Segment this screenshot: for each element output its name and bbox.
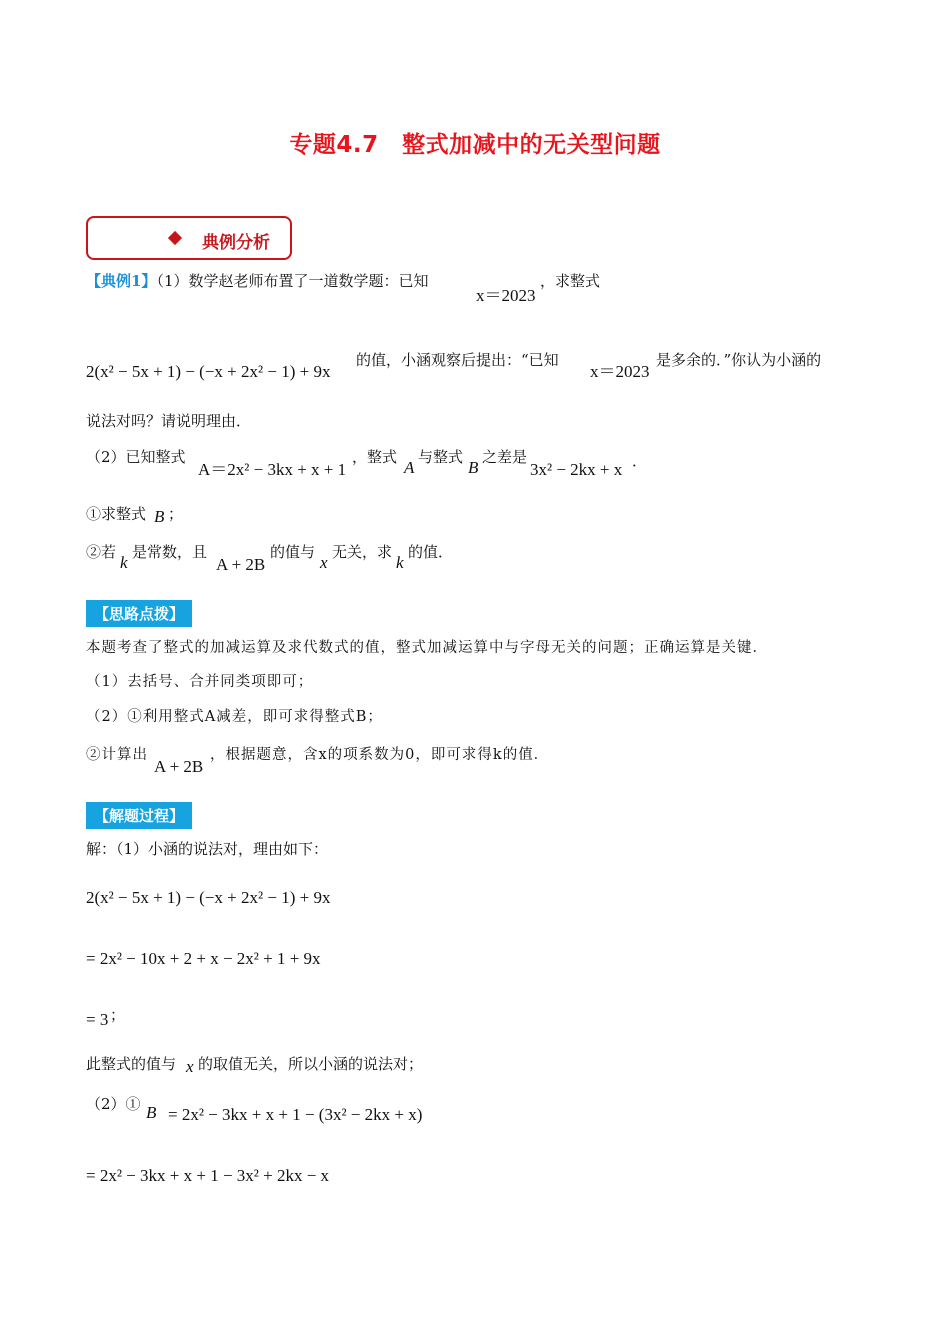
conclusion-var-x: x — [186, 1057, 194, 1076]
q2-end: ． — [632, 452, 648, 470]
expr-A2B: A + 2B — [216, 555, 266, 574]
example-tag: 【典例1】 — [86, 272, 157, 290]
hint-line1: 本题考查了整式的加减运算及求代数式的值，整式加减运算中与字母无关的问题；正确运算是关键． — [86, 640, 768, 656]
q2-mid1: ，整式 — [352, 448, 398, 466]
var-B: B — [468, 458, 479, 477]
q2-mid2: 与整式 — [418, 448, 464, 466]
solution-step1: 2(x² − 5x + 1) − (−x + 2x² − 1) + 9x — [86, 888, 331, 907]
sub2-a: ②若 — [86, 543, 117, 561]
p2-expr: = 2x² − 3kx + x + 1 − (3x² − 2kx + x) — [168, 1105, 423, 1124]
solution-line1: 解：（1）小涵的说法对，理由如下： — [86, 840, 329, 858]
expr-main: 2(x² − 5x + 1) − (−x + 2x² − 1) + 9x — [86, 362, 331, 381]
q2-intro: （2）已知整式 — [86, 448, 186, 466]
expr-diff: 3x² − 2kx + x — [530, 460, 623, 479]
solution-step3: = 3 — [86, 1010, 109, 1029]
hint-expr-A2B: A + 2B — [154, 757, 204, 776]
x-value: x＝2023 — [476, 286, 536, 305]
q2-mid3: 之差是 — [482, 448, 528, 466]
var-k: k — [120, 553, 128, 572]
sub1-end: ； — [168, 505, 184, 523]
hint-line4a: ②计算出 — [86, 747, 148, 763]
q1-line3: 说法对吗？请说明理由． — [86, 412, 252, 430]
p2-step2: = 2x² − 3kx + x + 1 − 3x² + 2kx − x — [86, 1166, 330, 1185]
hint-line4b: ，根据题意，含x的项系数为0，即可求得k的值． — [210, 747, 550, 763]
sub2-c: 的值与 — [270, 543, 316, 561]
conclusion-b: 的取值无关，所以小涵的说法对； — [198, 1055, 424, 1073]
sub2-d: 无关，求 — [332, 543, 393, 561]
sub2-e: 的值． — [408, 543, 454, 561]
conclusion-a: 此整式的值与 — [86, 1055, 177, 1073]
hint-badge: 【思路点拨】 — [86, 600, 192, 627]
var-A: A — [404, 458, 415, 477]
expr-A: A＝2x² − 3kx + x + 1 — [198, 460, 347, 479]
q1-tail-b: 是多余的．”你认为小涵的 — [656, 351, 822, 369]
x-value-2: x＝2023 — [590, 362, 650, 381]
solution-step3-end: ； — [110, 1006, 126, 1024]
var-B-2: B — [154, 507, 165, 526]
var-x: x — [320, 553, 328, 572]
section-box — [86, 216, 292, 260]
q1-ask: ，求整式 — [540, 272, 601, 290]
sub1-text: ①求整式 — [86, 505, 147, 523]
section-box-label: 典例分析 — [202, 233, 270, 253]
example-line1 — [86, 272, 428, 290]
solution-badge: 【解题过程】 — [86, 802, 192, 829]
hint-line2: （1）去括号、合并同类项即可； — [86, 674, 314, 690]
page-title: 专题4.7 整式加减中的无关型问题 — [289, 132, 661, 158]
p2-var-B: B — [146, 1103, 157, 1122]
solution-step2: = 2x² − 10x + 2 + x − 2x² + 1 + 9x — [86, 949, 321, 968]
q1-intro: （1）数学赵老师布置了一道数学题：已知 — [156, 272, 429, 290]
var-k-2: k — [396, 553, 404, 572]
q1-tail-a: 的值，小涵观察后提出：“已知 — [356, 351, 559, 369]
hint-line3: （2）①利用整式A减差，即可求得整式B； — [86, 709, 383, 725]
p2-label: （2）① — [86, 1095, 141, 1113]
diamond-icon — [168, 231, 182, 245]
sub2-b: 是常数，且 — [132, 543, 208, 561]
